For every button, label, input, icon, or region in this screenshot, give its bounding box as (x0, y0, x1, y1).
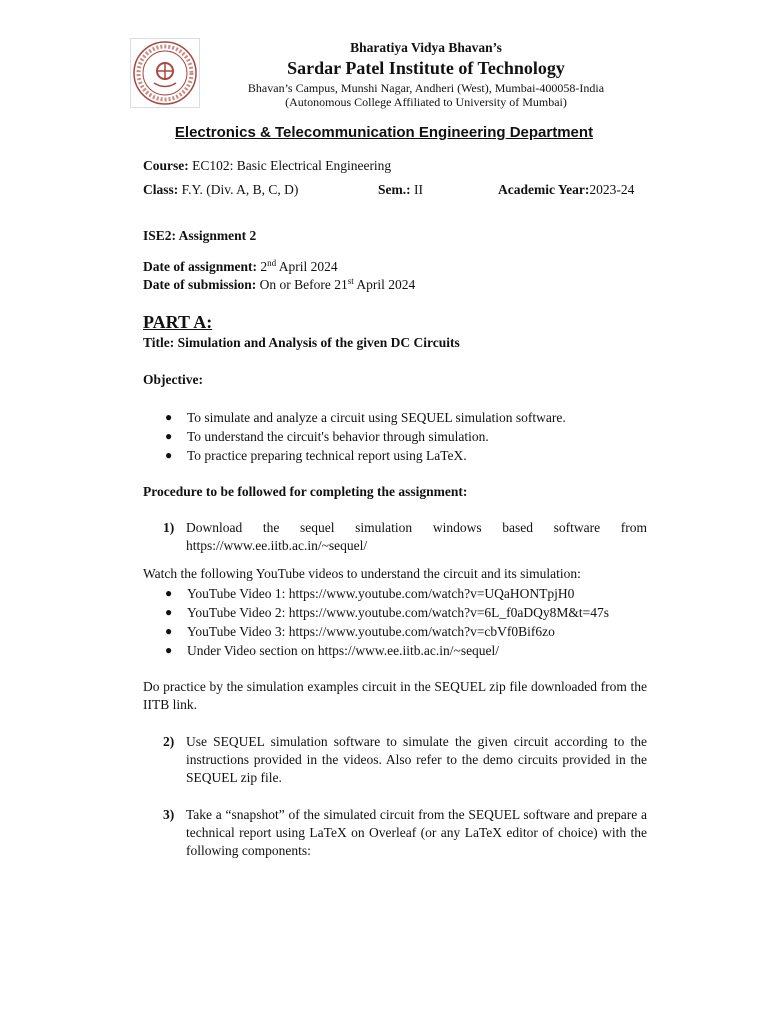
step-text: Download the sequel simulation windows based software from (186, 520, 647, 535)
year-value: 2023-24 (589, 182, 635, 197)
list-item-text: YouTube Video 1: https://www.youtube.com/watch?v=UQaHONTpjH0 (187, 586, 575, 601)
date-assignment-day: 2 (257, 259, 268, 274)
list-item: ● To practice preparing technical report using LaTeX. (165, 448, 467, 463)
list-item: ● YouTube Video 3: https://www.youtube.com/watch?v=cbVf0Bif6zo (165, 624, 555, 639)
date-of-assignment (143, 259, 338, 275)
institute-affiliation: (Autonomous College Affiliated to University of Mumbai) (285, 95, 567, 109)
institute-address: Bhavan’s Campus, Munshi Nagar, Andheri (West), Mumbai-400058-India (247, 81, 605, 95)
class-value: F.Y. (Div. A, B, C, D) (178, 182, 299, 197)
procedure-step-3 (143, 806, 647, 860)
list-item-text: To simulate and analyze a circuit using SEQUEL simulation software. (187, 410, 566, 425)
list-item-text: To practice preparing technical report using LaTeX. (187, 448, 467, 463)
video-list (143, 584, 653, 660)
institute-name: Sardar Patel Institute of Technology (287, 58, 565, 78)
step-number: 3) (163, 807, 175, 822)
list-item: ● YouTube Video 2: https://www.youtube.com/watch?v=6L_f0aDQy8M&t=47s (165, 605, 610, 620)
step-number: 2) (163, 734, 175, 749)
course-line (143, 158, 391, 174)
list-item: ● Under Video section on https://www.ee.iitb.ac.in/~sequel/ (165, 643, 500, 658)
practice-paragraph: Do practice by the simulation examples circuit in the SEQUEL zip file downloaded from the IITB link. (143, 679, 647, 712)
year-label: Academic Year: (498, 182, 590, 197)
procedure-step-1 (143, 519, 647, 555)
year-info (498, 182, 634, 198)
list-item-text: Under Video section on https://www.ee.iitb.ac.in/~sequel/ (187, 643, 500, 658)
objective-list (143, 408, 653, 465)
sem-info (378, 182, 423, 198)
org-name: Bharatiya Vidya Bhavan’s (350, 40, 502, 55)
list-item: ● To understand the circuit's behavior through simulation. (165, 429, 489, 444)
department-title: Electronics & Telecommunication Engineering Department (174, 124, 594, 141)
list-item-text: YouTube Video 2: https://www.youtube.com/watch?v=6L_f0aDQy8M&t=47s (187, 605, 610, 620)
class-label: Class: (143, 182, 179, 197)
sem-label: Sem.: (378, 182, 411, 197)
assignment-subject-title: Title: Simulation and Analysis of the given DC Circuits (143, 335, 460, 350)
list-item: ● YouTube Video 1: https://www.youtube.com/watch?v=UQaHONTpjH0 (165, 586, 575, 601)
procedure-heading: Procedure to be followed for completing the assignment: (143, 484, 468, 499)
list-item-text: To understand the circuit's behavior through simulation. (187, 429, 489, 444)
objective-heading: Objective: (143, 372, 203, 387)
assignment-title: ISE2: Assignment 2 (143, 228, 257, 243)
date-assignment-month: April 2024 (276, 259, 338, 274)
date-submission-label: Date of submission: (143, 277, 257, 292)
class-info (143, 182, 298, 198)
list-item-text: YouTube Video 3: https://www.youtube.com/watch?v=cbVf0Bif6zo (187, 624, 555, 639)
date-submission-month: April 2024 (353, 277, 416, 292)
step-number: 1) (163, 520, 175, 535)
list-item: ● To simulate and analyze a circuit using SEQUEL simulation software. (165, 410, 566, 425)
date-assignment-label: Date of assignment: (143, 259, 257, 274)
date-submission-day: On or Before 21 (256, 277, 348, 292)
institute-logo (130, 38, 200, 108)
date-assignment-suffix: nd (267, 258, 277, 268)
step-text: Use SEQUEL simulation software to simulate the given circuit according to the instructions provided in the videos. Also refer to the demo circuits provided in the SEQUEL zip file. (186, 734, 647, 785)
course-label: Course: (143, 158, 189, 173)
procedure-step-2 (143, 733, 647, 787)
step-text: Take a “snapshot” of the simulated circuit from the SEQUEL software and prepare a technical report using LaTeX on Overleaf (or any LaTeX editor of choice) with the following components: (186, 807, 647, 858)
course-value: EC102: Basic Electrical Engineering (188, 158, 392, 173)
watch-instruction: Watch the following YouTube videos to understand the circuit and its simulation: (143, 566, 581, 581)
date-of-submission (143, 277, 415, 293)
sem-value: II (410, 182, 423, 197)
date-submission-suffix: st (347, 276, 354, 286)
part-heading: PART A: (143, 312, 213, 332)
step-link: https://www.ee.iitb.ac.in/~sequel/ (186, 538, 368, 553)
